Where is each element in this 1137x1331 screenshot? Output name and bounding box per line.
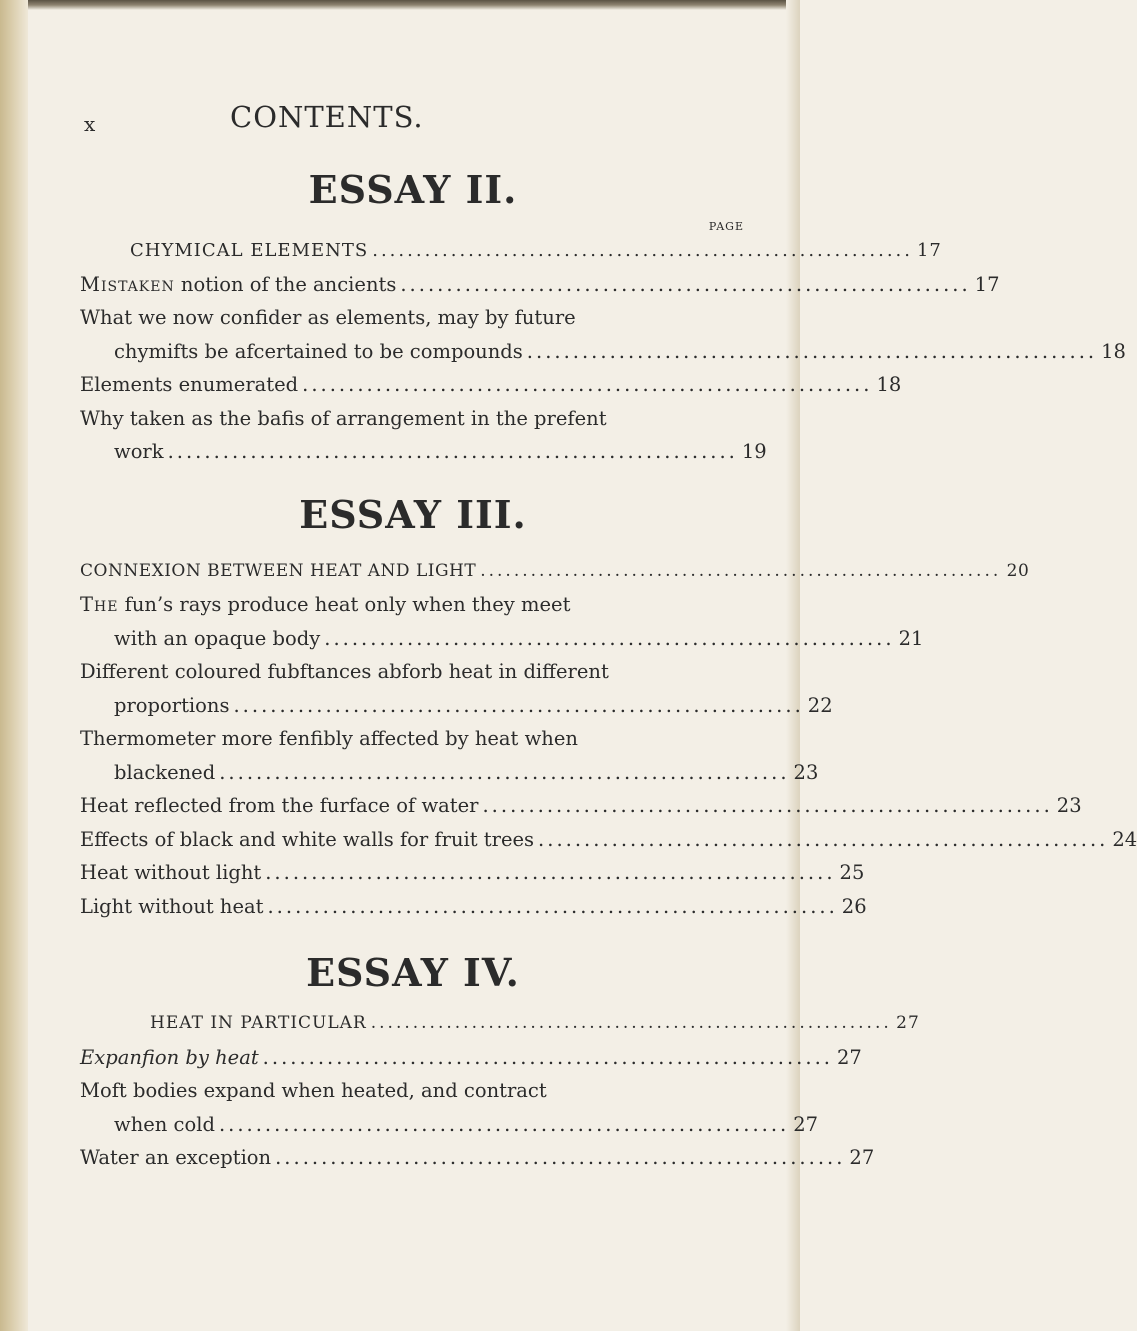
entry-text: Light without heat: [80, 894, 264, 918]
entry-text: Thermometer more fenfibly affected by heat when: [80, 727, 578, 750]
entry-text-continued: when cold: [114, 1112, 215, 1136]
entry-text: notion of the ancients: [174, 272, 397, 296]
page-ref: 18: [1101, 339, 1126, 363]
page-ref: 17: [916, 240, 942, 261]
toc-entry: Mistaken notion of the ancients .............................................................. 17: [80, 268, 746, 302]
entry-text: Moft bodies expand when heated, and contract: [80, 1079, 547, 1102]
toc-entry: Effects of black and white walls for fruit trees .............................................................. 24: [80, 823, 746, 857]
entry-text: Why taken as the bafis of arrangement in the prefent: [80, 406, 607, 430]
toc-entry: Water an exception .............................................................. 27: [80, 1141, 746, 1175]
essay-title: ESSAY III.: [299, 491, 527, 537]
page-ref: 21: [898, 626, 924, 650]
entry-lead-word: Mistaken: [80, 272, 175, 296]
page-binding-edge: [0, 0, 28, 1331]
page-ref: 20: [1006, 560, 1030, 581]
page-ref: 27: [836, 1045, 862, 1069]
entry-text: Heat without light: [80, 861, 262, 884]
page-ref: 27: [849, 1146, 875, 1169]
entry-text-continued: chymifts be afcertained to be compounds: [114, 339, 523, 363]
toc-entry: Thermometer more fenfibly affected by heat when blackened .............................................................. 23: [80, 722, 746, 789]
page-ref: 23: [793, 760, 819, 784]
essay-title: ESSAY II.: [308, 167, 518, 212]
entry-text: Heat reflected from the furface of water: [80, 794, 479, 817]
essay-title: ESSAY IV.: [306, 950, 520, 995]
section-title: CONNEXION BETWEEN HEAT AND LIGHT: [80, 560, 477, 581]
entry-text-continued: proportions: [114, 693, 230, 717]
toc-entry: Why taken as the bafis of arrangement in the prefent work .............................................................. 19: [80, 402, 746, 469]
entry-text-continued: blackened: [114, 760, 216, 784]
toc-entry: Light without heat .............................................................. 26: [80, 890, 746, 924]
toc-entry: The fun’s rays produce heat only when they meet with an opaque body .............................................................. 21: [80, 588, 746, 655]
entry-text-continued: work: [114, 440, 164, 463]
running-title: CONTENTS.: [230, 100, 424, 134]
page-top-edge: [0, 0, 800, 10]
entry-text: Different coloured fubftances abforb heat in different: [80, 660, 609, 683]
toc-entry: Heat reflected from the furface of water .............................................................. 23: [80, 789, 746, 823]
entry-text: Expanfion by heat: [80, 1045, 259, 1069]
toc-entry: What we now confider as elements, may by future chymifts be afcertained to be compounds .............................................................. 18: [80, 301, 746, 368]
toc-entry: Elements enumerated .............................................................. 18: [80, 368, 746, 402]
entry-text: Effects of black and white walls for fruit trees: [80, 827, 535, 851]
toc-entry: Expanfion by heat .............................................................. 27: [80, 1041, 746, 1075]
page-ref: 27: [793, 1112, 819, 1136]
toc-entry: Different coloured fubftances abforb heat in different proportions .............................................................. 22: [80, 655, 746, 722]
page-column-label: PAGE: [708, 220, 744, 233]
contents-page: [80, 100, 1137, 1175]
toc-section: HEAT IN PARTICULAR .............................................................. 27: [80, 1007, 746, 1041]
page-header: [80, 100, 746, 140]
page-ref: 24: [1112, 827, 1137, 851]
toc-entry: Heat without light .............................................................. 25: [80, 856, 746, 890]
entry-text-continued: with an opaque body: [114, 626, 321, 650]
page-ref: 23: [1056, 794, 1082, 817]
page-ref: 19: [741, 440, 767, 463]
toc-entry: Moft bodies expand when heated, and contract when cold .............................................................. 27: [80, 1074, 746, 1141]
entry-text: Water an exception: [80, 1146, 272, 1169]
page-number: x: [84, 112, 96, 136]
entry-text: Elements enumerated: [80, 373, 299, 396]
toc-section: CONNEXION BETWEEN HEAT AND LIGHT .............................................................. 20: [80, 555, 746, 589]
page-ref: 26: [841, 894, 867, 918]
page-ref: 27: [896, 1013, 920, 1033]
toc-section: CHYMICAL ELEMENTS .............................................................. 17: [80, 234, 746, 268]
entry-lead-word: The: [80, 593, 119, 616]
page-ref: 17: [974, 272, 1000, 296]
entry-text: What we now confider as elements, may by future: [80, 306, 576, 329]
page-ref: 25: [839, 861, 865, 884]
page-ref: 18: [876, 373, 902, 396]
page-ref: 22: [807, 693, 833, 717]
section-title: HEAT IN PARTICULAR: [150, 1013, 367, 1033]
entry-text: fun’s rays produce heat only when they meet: [118, 593, 571, 616]
section-title: CHYMICAL ELEMENTS: [130, 240, 369, 261]
